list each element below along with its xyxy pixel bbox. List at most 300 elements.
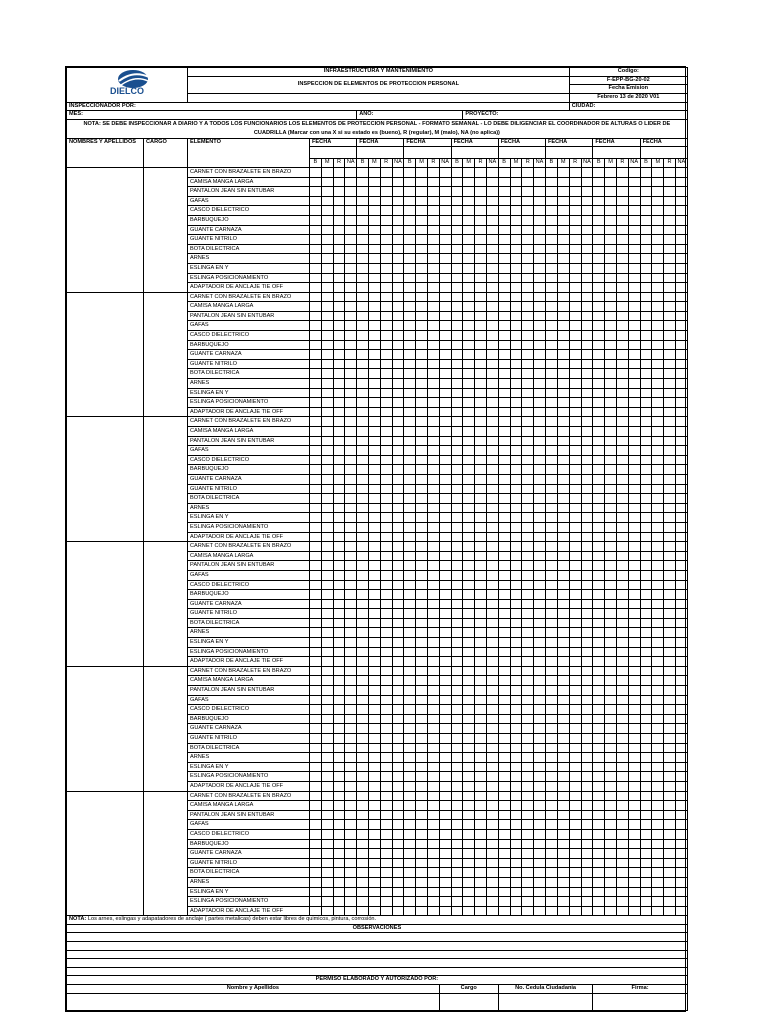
check-cell[interactable] — [498, 781, 510, 791]
check-cell[interactable] — [345, 283, 357, 293]
check-cell[interactable] — [581, 369, 593, 379]
check-cell[interactable] — [439, 292, 451, 302]
check-cell[interactable] — [380, 628, 392, 638]
check-cell[interactable] — [333, 388, 345, 398]
check-cell[interactable] — [416, 753, 428, 763]
check-cell[interactable] — [640, 321, 652, 331]
check-cell[interactable] — [510, 311, 522, 321]
check-cell[interactable] — [310, 292, 322, 302]
check-cell[interactable] — [616, 906, 628, 916]
check-cell[interactable] — [321, 676, 333, 686]
check-cell[interactable] — [628, 446, 640, 456]
check-cell[interactable] — [357, 455, 369, 465]
check-cell[interactable] — [475, 417, 487, 427]
check-cell[interactable] — [475, 551, 487, 561]
check-cell[interactable] — [664, 503, 676, 513]
check-cell[interactable] — [357, 849, 369, 859]
check-cell[interactable] — [510, 724, 522, 734]
check-cell[interactable] — [333, 666, 345, 676]
check-cell[interactable] — [605, 273, 617, 283]
check-cell[interactable] — [510, 427, 522, 437]
check-cell[interactable] — [463, 839, 475, 849]
check-cell[interactable] — [380, 570, 392, 580]
check-cell[interactable] — [652, 839, 664, 849]
check-cell[interactable] — [404, 647, 416, 657]
check-cell[interactable] — [345, 436, 357, 446]
check-cell[interactable] — [675, 167, 687, 177]
check-cell[interactable] — [640, 897, 652, 907]
check-cell[interactable] — [310, 724, 322, 734]
check-cell[interactable] — [628, 177, 640, 187]
check-cell[interactable] — [652, 532, 664, 542]
check-cell[interactable] — [593, 417, 605, 427]
check-cell[interactable] — [675, 417, 687, 427]
check-cell[interactable] — [498, 388, 510, 398]
check-cell[interactable] — [652, 791, 664, 801]
check-cell[interactable] — [451, 177, 463, 187]
check-cell[interactable] — [522, 820, 534, 830]
check-cell[interactable] — [522, 196, 534, 206]
check-cell[interactable] — [557, 331, 569, 341]
check-cell[interactable] — [392, 215, 404, 225]
check-cell[interactable] — [321, 628, 333, 638]
check-cell[interactable] — [640, 302, 652, 312]
check-cell[interactable] — [581, 388, 593, 398]
check-cell[interactable] — [664, 657, 676, 667]
check-cell[interactable] — [463, 263, 475, 273]
check-cell[interactable] — [522, 244, 534, 254]
person-name-field[interactable] — [67, 417, 144, 542]
check-cell[interactable] — [534, 235, 546, 245]
check-cell[interactable] — [510, 590, 522, 600]
check-cell[interactable] — [545, 868, 557, 878]
check-cell[interactable] — [451, 810, 463, 820]
check-cell[interactable] — [486, 753, 498, 763]
check-cell[interactable] — [463, 868, 475, 878]
check-cell[interactable] — [439, 455, 451, 465]
check-cell[interactable] — [593, 772, 605, 782]
check-cell[interactable] — [605, 657, 617, 667]
check-cell[interactable] — [652, 311, 664, 321]
check-cell[interactable] — [640, 427, 652, 437]
check-cell[interactable] — [545, 753, 557, 763]
check-cell[interactable] — [404, 465, 416, 475]
check-cell[interactable] — [439, 215, 451, 225]
check-cell[interactable] — [427, 273, 439, 283]
check-cell[interactable] — [451, 167, 463, 177]
check-cell[interactable] — [439, 762, 451, 772]
check-cell[interactable] — [510, 503, 522, 513]
check-cell[interactable] — [380, 590, 392, 600]
check-cell[interactable] — [404, 724, 416, 734]
check-cell[interactable] — [486, 388, 498, 398]
check-cell[interactable] — [404, 359, 416, 369]
check-cell[interactable] — [451, 484, 463, 494]
check-cell[interactable] — [545, 839, 557, 849]
check-cell[interactable] — [557, 820, 569, 830]
check-cell[interactable] — [404, 283, 416, 293]
check-cell[interactable] — [545, 743, 557, 753]
check-cell[interactable] — [427, 772, 439, 782]
check-cell[interactable] — [475, 455, 487, 465]
check-cell[interactable] — [463, 474, 475, 484]
check-cell[interactable] — [605, 417, 617, 427]
check-cell[interactable] — [593, 810, 605, 820]
check-cell[interactable] — [486, 494, 498, 504]
check-cell[interactable] — [581, 494, 593, 504]
check-cell[interactable] — [652, 868, 664, 878]
check-cell[interactable] — [640, 762, 652, 772]
check-cell[interactable] — [581, 225, 593, 235]
check-cell[interactable] — [593, 686, 605, 696]
check-cell[interactable] — [581, 676, 593, 686]
check-cell[interactable] — [675, 762, 687, 772]
check-cell[interactable] — [404, 686, 416, 696]
check-cell[interactable] — [486, 570, 498, 580]
check-cell[interactable] — [593, 897, 605, 907]
check-cell[interactable] — [664, 215, 676, 225]
check-cell[interactable] — [664, 388, 676, 398]
check-cell[interactable] — [581, 273, 593, 283]
check-cell[interactable] — [545, 887, 557, 897]
check-cell[interactable] — [463, 446, 475, 456]
check-cell[interactable] — [486, 839, 498, 849]
check-cell[interactable] — [439, 686, 451, 696]
check-cell[interactable] — [427, 196, 439, 206]
check-cell[interactable] — [439, 743, 451, 753]
check-cell[interactable] — [545, 436, 557, 446]
check-cell[interactable] — [675, 897, 687, 907]
check-cell[interactable] — [605, 484, 617, 494]
check-cell[interactable] — [380, 839, 392, 849]
check-cell[interactable] — [640, 791, 652, 801]
check-cell[interactable] — [416, 235, 428, 245]
check-cell[interactable] — [427, 676, 439, 686]
check-cell[interactable] — [475, 436, 487, 446]
check-cell[interactable] — [534, 494, 546, 504]
check-cell[interactable] — [475, 580, 487, 590]
check-cell[interactable] — [333, 465, 345, 475]
check-cell[interactable] — [675, 906, 687, 916]
check-cell[interactable] — [545, 647, 557, 657]
check-cell[interactable] — [605, 407, 617, 417]
check-cell[interactable] — [628, 877, 640, 887]
check-cell[interactable] — [498, 542, 510, 552]
check-cell[interactable] — [439, 772, 451, 782]
check-cell[interactable] — [463, 388, 475, 398]
check-cell[interactable] — [475, 734, 487, 744]
check-cell[interactable] — [616, 753, 628, 763]
check-cell[interactable] — [439, 897, 451, 907]
check-cell[interactable] — [321, 849, 333, 859]
check-cell[interactable] — [616, 427, 628, 437]
check-cell[interactable] — [534, 283, 546, 293]
check-cell[interactable] — [628, 695, 640, 705]
check-cell[interactable] — [439, 695, 451, 705]
check-cell[interactable] — [616, 801, 628, 811]
check-cell[interactable] — [380, 561, 392, 571]
check-cell[interactable] — [628, 580, 640, 590]
check-cell[interactable] — [416, 570, 428, 580]
check-cell[interactable] — [569, 743, 581, 753]
check-cell[interactable] — [380, 494, 392, 504]
check-cell[interactable] — [368, 887, 380, 897]
check-cell[interactable] — [522, 695, 534, 705]
check-cell[interactable] — [652, 877, 664, 887]
check-cell[interactable] — [333, 906, 345, 916]
check-cell[interactable] — [581, 513, 593, 523]
check-cell[interactable] — [486, 849, 498, 859]
check-cell[interactable] — [404, 762, 416, 772]
check-cell[interactable] — [675, 849, 687, 859]
check-cell[interactable] — [439, 196, 451, 206]
check-cell[interactable] — [628, 196, 640, 206]
check-cell[interactable] — [416, 829, 428, 839]
check-cell[interactable] — [652, 436, 664, 446]
check-cell[interactable] — [475, 340, 487, 350]
check-cell[interactable] — [534, 820, 546, 830]
check-cell[interactable] — [392, 628, 404, 638]
check-cell[interactable] — [616, 599, 628, 609]
check-cell[interactable] — [427, 244, 439, 254]
check-cell[interactable] — [368, 513, 380, 523]
check-cell[interactable] — [368, 455, 380, 465]
check-cell[interactable] — [392, 714, 404, 724]
check-cell[interactable] — [605, 743, 617, 753]
check-cell[interactable] — [616, 686, 628, 696]
check-cell[interactable] — [404, 820, 416, 830]
check-cell[interactable] — [498, 570, 510, 580]
check-cell[interactable] — [333, 810, 345, 820]
check-cell[interactable] — [427, 695, 439, 705]
check-cell[interactable] — [593, 388, 605, 398]
check-cell[interactable] — [427, 532, 439, 542]
check-cell[interactable] — [534, 177, 546, 187]
check-cell[interactable] — [357, 177, 369, 187]
check-cell[interactable] — [569, 177, 581, 187]
check-cell[interactable] — [522, 283, 534, 293]
check-cell[interactable] — [392, 484, 404, 494]
check-cell[interactable] — [486, 609, 498, 619]
check-cell[interactable] — [498, 311, 510, 321]
check-cell[interactable] — [498, 906, 510, 916]
check-cell[interactable] — [416, 887, 428, 897]
check-cell[interactable] — [545, 283, 557, 293]
check-cell[interactable] — [404, 801, 416, 811]
check-cell[interactable] — [416, 244, 428, 254]
check-cell[interactable] — [557, 206, 569, 216]
check-cell[interactable] — [652, 446, 664, 456]
check-cell[interactable] — [522, 887, 534, 897]
check-cell[interactable] — [380, 753, 392, 763]
check-cell[interactable] — [321, 206, 333, 216]
check-cell[interactable] — [333, 196, 345, 206]
check-cell[interactable] — [557, 340, 569, 350]
check-cell[interactable] — [439, 542, 451, 552]
check-cell[interactable] — [463, 753, 475, 763]
check-cell[interactable] — [427, 829, 439, 839]
check-cell[interactable] — [557, 839, 569, 849]
check-cell[interactable] — [321, 551, 333, 561]
check-cell[interactable] — [616, 503, 628, 513]
check-cell[interactable] — [439, 235, 451, 245]
check-cell[interactable] — [392, 695, 404, 705]
check-cell[interactable] — [475, 753, 487, 763]
check-cell[interactable] — [463, 676, 475, 686]
check-cell[interactable] — [616, 580, 628, 590]
check-cell[interactable] — [416, 398, 428, 408]
check-cell[interactable] — [557, 283, 569, 293]
check-cell[interactable] — [310, 570, 322, 580]
check-cell[interactable] — [321, 609, 333, 619]
check-cell[interactable] — [616, 657, 628, 667]
check-cell[interactable] — [569, 187, 581, 197]
check-cell[interactable] — [310, 359, 322, 369]
check-cell[interactable] — [605, 283, 617, 293]
check-cell[interactable] — [593, 676, 605, 686]
check-cell[interactable] — [368, 590, 380, 600]
check-cell[interactable] — [510, 494, 522, 504]
check-cell[interactable] — [416, 666, 428, 676]
check-cell[interactable] — [675, 215, 687, 225]
check-cell[interactable] — [510, 369, 522, 379]
check-cell[interactable] — [392, 657, 404, 667]
check-cell[interactable] — [616, 638, 628, 648]
check-cell[interactable] — [321, 225, 333, 235]
check-cell[interactable] — [510, 273, 522, 283]
check-cell[interactable] — [605, 225, 617, 235]
check-cell[interactable] — [463, 436, 475, 446]
check-cell[interactable] — [593, 196, 605, 206]
check-cell[interactable] — [664, 427, 676, 437]
check-cell[interactable] — [427, 906, 439, 916]
check-cell[interactable] — [310, 868, 322, 878]
check-cell[interactable] — [557, 868, 569, 878]
check-cell[interactable] — [557, 666, 569, 676]
check-cell[interactable] — [333, 235, 345, 245]
check-cell[interactable] — [404, 810, 416, 820]
check-cell[interactable] — [628, 551, 640, 561]
check-cell[interactable] — [333, 580, 345, 590]
check-cell[interactable] — [463, 849, 475, 859]
check-cell[interactable] — [380, 647, 392, 657]
check-cell[interactable] — [664, 628, 676, 638]
check-cell[interactable] — [675, 734, 687, 744]
check-cell[interactable] — [392, 686, 404, 696]
date-input-3[interactable] — [404, 147, 451, 159]
check-cell[interactable] — [475, 311, 487, 321]
check-cell[interactable] — [628, 273, 640, 283]
check-cell[interactable] — [321, 350, 333, 360]
check-cell[interactable] — [640, 561, 652, 571]
check-cell[interactable] — [416, 676, 428, 686]
check-cell[interactable] — [392, 743, 404, 753]
check-cell[interactable] — [439, 734, 451, 744]
check-cell[interactable] — [557, 599, 569, 609]
check-cell[interactable] — [522, 235, 534, 245]
check-cell[interactable] — [664, 436, 676, 446]
check-cell[interactable] — [640, 484, 652, 494]
check-cell[interactable] — [333, 551, 345, 561]
check-cell[interactable] — [534, 714, 546, 724]
check-cell[interactable] — [605, 820, 617, 830]
check-cell[interactable] — [640, 638, 652, 648]
check-cell[interactable] — [439, 474, 451, 484]
check-cell[interactable] — [368, 187, 380, 197]
check-cell[interactable] — [416, 906, 428, 916]
check-cell[interactable] — [463, 695, 475, 705]
check-cell[interactable] — [593, 532, 605, 542]
check-cell[interactable] — [510, 177, 522, 187]
check-cell[interactable] — [557, 551, 569, 561]
check-cell[interactable] — [368, 753, 380, 763]
check-cell[interactable] — [569, 801, 581, 811]
check-cell[interactable] — [486, 705, 498, 715]
check-cell[interactable] — [569, 436, 581, 446]
check-cell[interactable] — [664, 609, 676, 619]
check-cell[interactable] — [345, 714, 357, 724]
check-cell[interactable] — [451, 877, 463, 887]
check-cell[interactable] — [510, 484, 522, 494]
check-cell[interactable] — [357, 350, 369, 360]
check-cell[interactable] — [451, 868, 463, 878]
check-cell[interactable] — [569, 225, 581, 235]
check-cell[interactable] — [557, 561, 569, 571]
check-cell[interactable] — [463, 369, 475, 379]
check-cell[interactable] — [545, 791, 557, 801]
check-cell[interactable] — [333, 417, 345, 427]
check-cell[interactable] — [522, 263, 534, 273]
check-cell[interactable] — [616, 225, 628, 235]
check-cell[interactable] — [593, 407, 605, 417]
check-cell[interactable] — [616, 570, 628, 580]
check-cell[interactable] — [675, 331, 687, 341]
check-cell[interactable] — [557, 906, 569, 916]
check-cell[interactable] — [534, 772, 546, 782]
check-cell[interactable] — [333, 897, 345, 907]
check-cell[interactable] — [510, 350, 522, 360]
check-cell[interactable] — [569, 427, 581, 437]
check-cell[interactable] — [416, 340, 428, 350]
check-cell[interactable] — [463, 580, 475, 590]
check-cell[interactable] — [534, 273, 546, 283]
check-cell[interactable] — [345, 359, 357, 369]
check-cell[interactable] — [486, 484, 498, 494]
check-cell[interactable] — [439, 417, 451, 427]
check-cell[interactable] — [380, 321, 392, 331]
check-cell[interactable] — [640, 369, 652, 379]
check-cell[interactable] — [652, 714, 664, 724]
check-cell[interactable] — [675, 666, 687, 676]
check-cell[interactable] — [498, 484, 510, 494]
check-cell[interactable] — [605, 590, 617, 600]
check-cell[interactable] — [628, 484, 640, 494]
check-cell[interactable] — [451, 676, 463, 686]
check-cell[interactable] — [557, 513, 569, 523]
check-cell[interactable] — [593, 638, 605, 648]
check-cell[interactable] — [557, 628, 569, 638]
check-cell[interactable] — [333, 753, 345, 763]
check-cell[interactable] — [545, 599, 557, 609]
check-cell[interactable] — [593, 724, 605, 734]
check-cell[interactable] — [463, 877, 475, 887]
check-cell[interactable] — [534, 686, 546, 696]
check-cell[interactable] — [498, 215, 510, 225]
check-cell[interactable] — [416, 177, 428, 187]
check-cell[interactable] — [664, 398, 676, 408]
check-cell[interactable] — [357, 686, 369, 696]
check-cell[interactable] — [545, 513, 557, 523]
